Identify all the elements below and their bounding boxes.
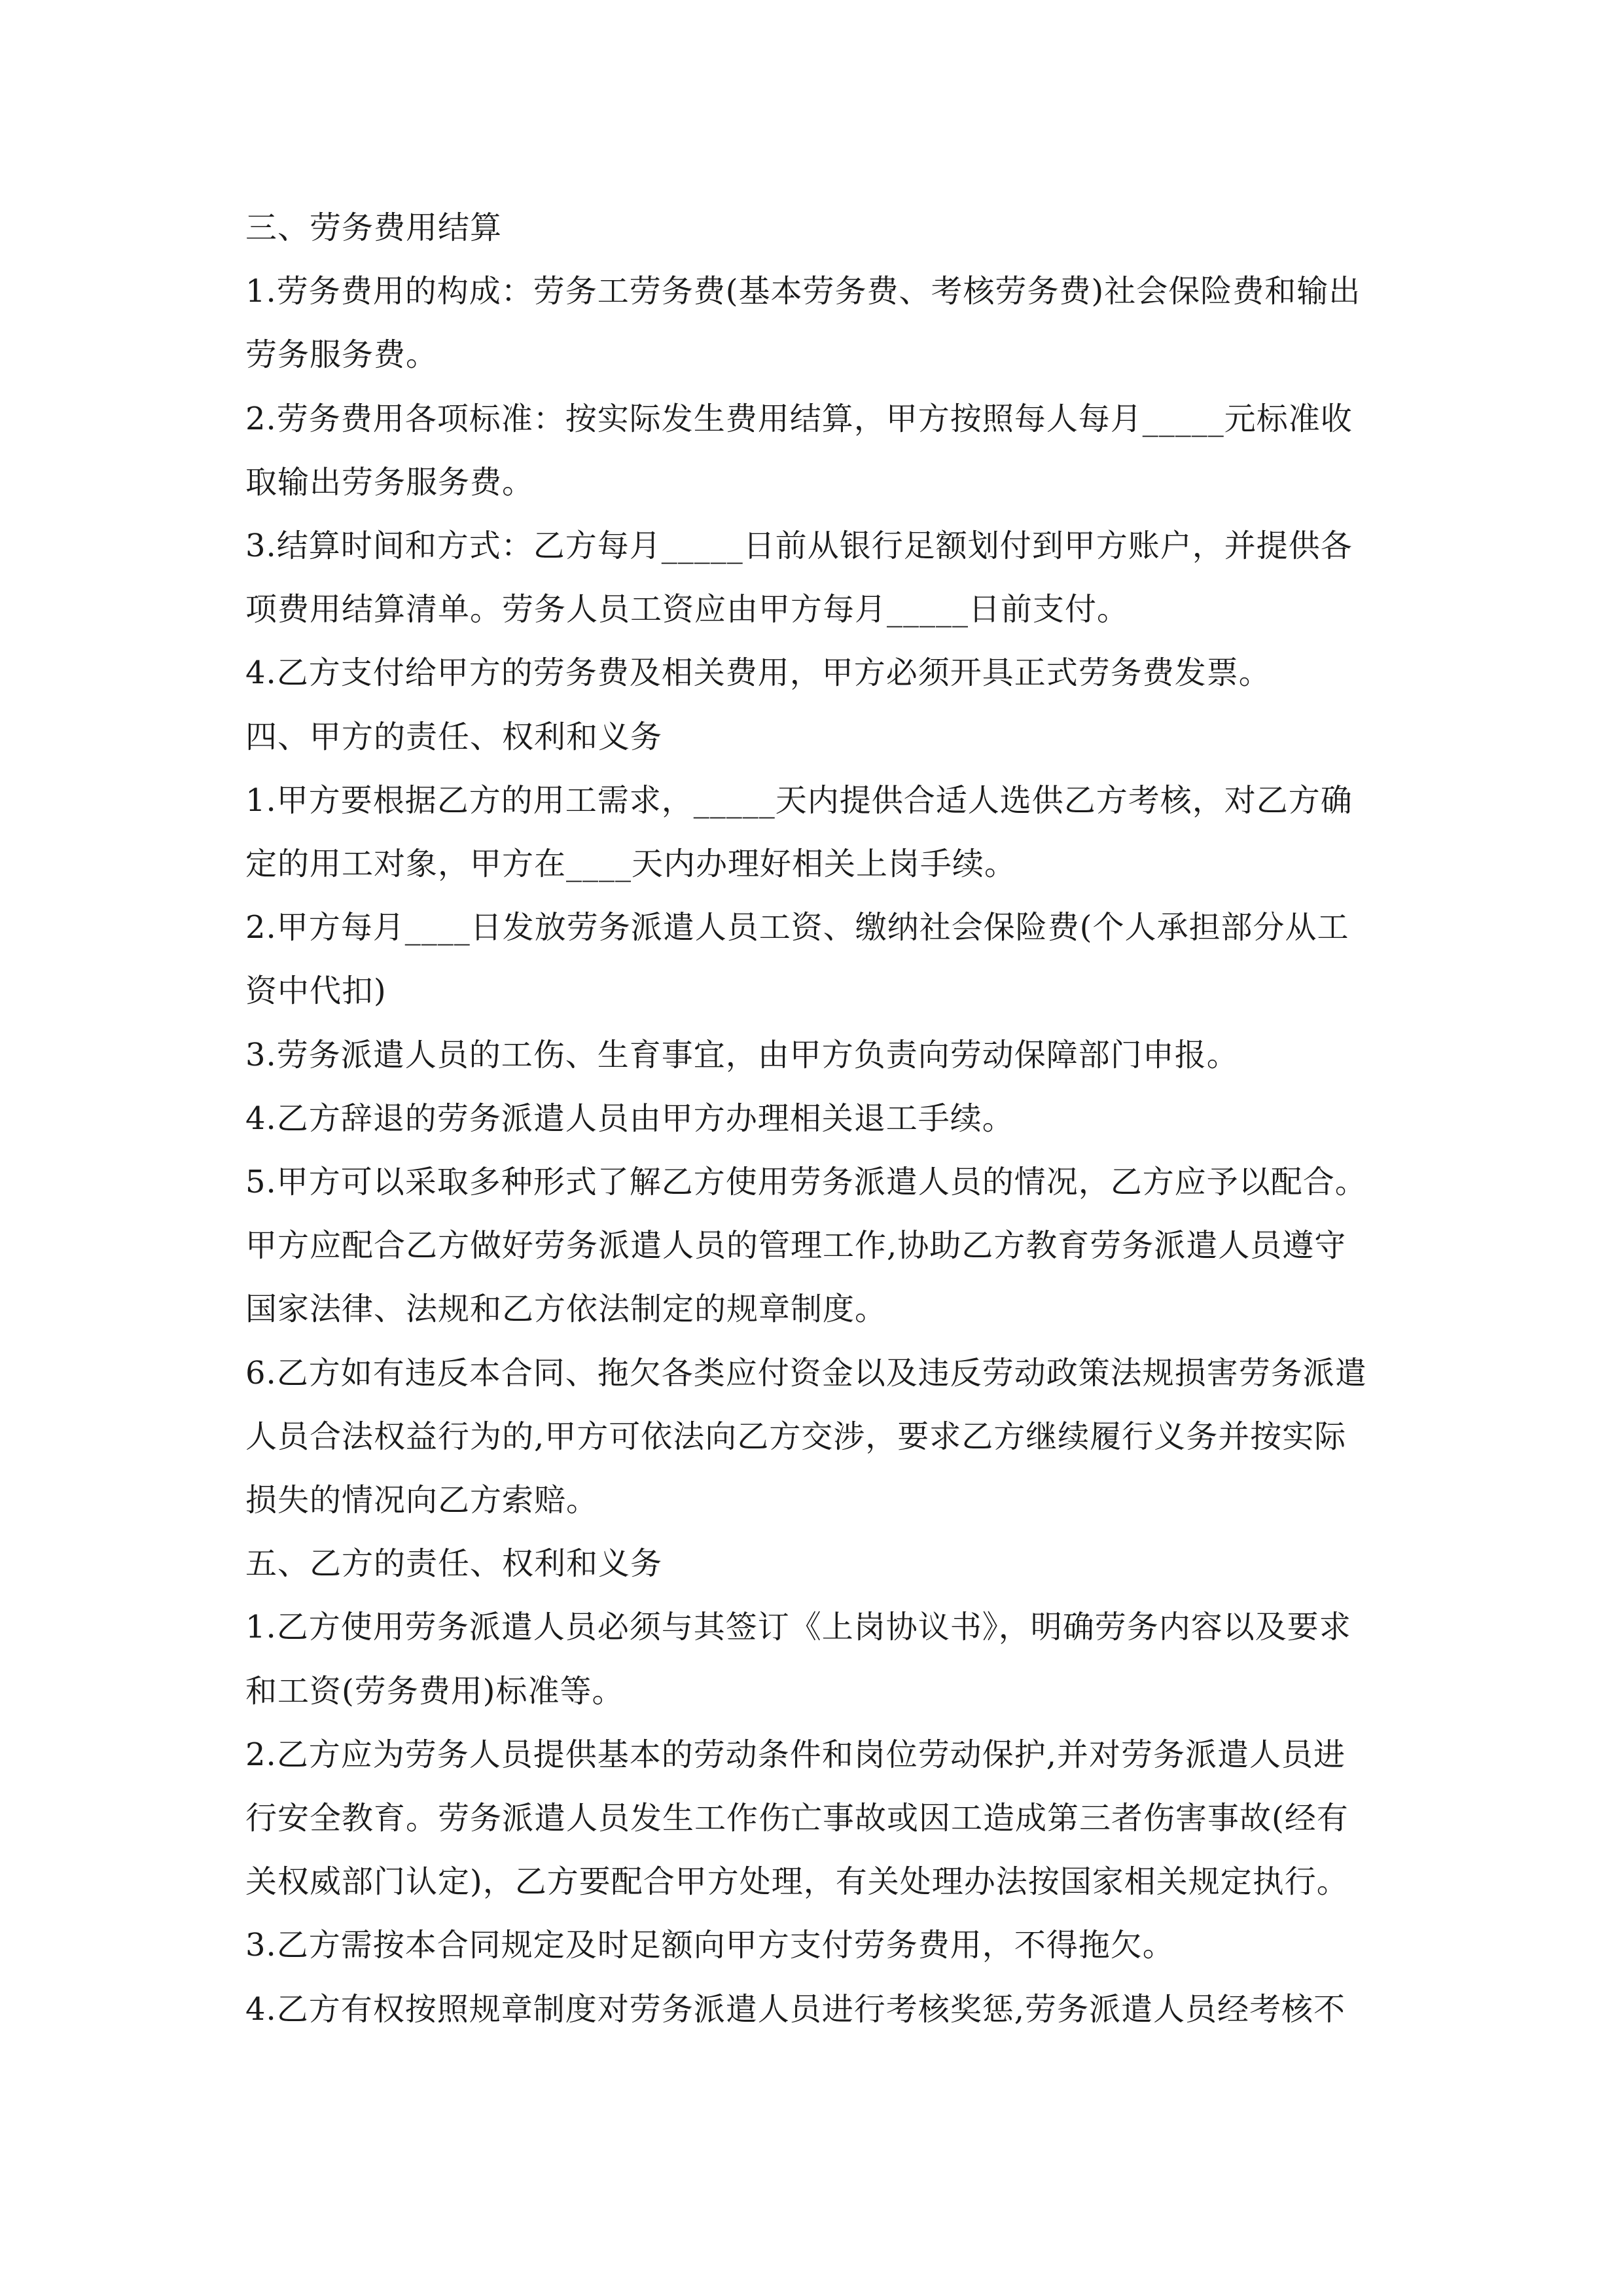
text-line: 4.乙方有权按照规章制度对劳务派遣人员进行考核奖惩,劳务派遣人员经考核不 — [245, 1990, 1346, 2028]
text-line: 取输出劳务服务费。 — [245, 463, 535, 501]
text-line: 1.甲方要根据乙方的用工需求，_____天内提供合适人选供乙方考核，对乙方确 — [245, 781, 1353, 819]
text-line: 3.劳务派遣人员的工伤、生育事宜，由甲方负责向劳动保障部门申报。 — [245, 1036, 1239, 1073]
text-line: 劳务服务费。 — [245, 336, 438, 374]
text-line: 5.甲方可以采取多种形式了解乙方使用劳务派遣人员的情况，乙方应予以配合。 — [245, 1164, 1367, 1201]
text-line: 2.乙方应为劳务人员提供基本的劳动条件和岗位劳动保护,并对劳务派遣人员进 — [245, 1736, 1346, 1773]
document-body — [245, 196, 1397, 2041]
text-line: 6.乙方如有违反本合同、拖欠各类应付资金以及违反劳动政策法规损害劳务派遣 — [245, 1354, 1367, 1391]
text-line: 1.乙方使用劳务派遣人员必须与其签订《上岗协议书》，明确劳务内容以及要求 — [245, 1609, 1351, 1646]
text-line: 关权威部门认定)，乙方要配合甲方处理，有关处理办法按国家相关规定执行。 — [245, 1863, 1349, 1901]
text-line: 定的用工对象，甲方在____天内办理好相关上岗手续。 — [245, 846, 1017, 883]
text-line: 和工资(劳务费用)标准等。 — [245, 1672, 624, 1710]
section-heading-3: 三、劳务费用结算 — [245, 209, 503, 246]
text-line: 4.乙方辞退的劳务派遣人员由甲方办理相关退工手续。 — [245, 1100, 1014, 1137]
text-line: 人员合法权益行为的,甲方可依法向乙方交涉，要求乙方继续履行义务并按实际 — [245, 1418, 1347, 1455]
text-line: 4.乙方支付给甲方的劳务费及相关费用，甲方必须开具正式劳务费发票。 — [245, 655, 1271, 692]
section-heading-5: 五、乙方的责任、权利和义务 — [245, 1545, 663, 1583]
text-line: 行安全教育。劳务派遣人员发生工作伤亡事故或因工造成第三者伤害事故(经有 — [245, 1800, 1349, 1837]
text-line: 2.劳务费用各项标准：按实际发生费用结算，甲方按照每人每月_____元标准收 — [245, 400, 1353, 437]
text-line: 甲方应配合乙方做好劳务派遣人员的管理工作,协助乙方教育劳务派遣人员遵守 — [245, 1227, 1347, 1265]
text-line: 2.甲方每月____日发放劳务派遣人员工资、缴纳社会保险费(个人承担部分从工 — [245, 909, 1349, 946]
text-line: 损失的情况向乙方索赔。 — [245, 1482, 599, 1519]
text-line: 项费用结算清单。劳务人员工资应由甲方每月_____日前支付。 — [245, 591, 1130, 628]
text-line: 1.劳务费用的构成：劳务工劳务费(基本劳务费、考核劳务费)社会保险费和输出 — [245, 273, 1361, 310]
text-line: 资中代扣) — [245, 973, 387, 1010]
text-line: 3.结算时间和方式：乙方每月_____日前从银行足额划付到甲方账户，并提供各 — [245, 528, 1353, 565]
section-heading-4: 四、甲方的责任、权利和义务 — [245, 718, 663, 755]
text-line: 3.乙方需按本合同规定及时足额向甲方支付劳务费用，不得拖欠。 — [245, 1927, 1175, 1964]
text-line: 国家法律、法规和乙方依法制定的规章制度。 — [245, 1291, 887, 1328]
